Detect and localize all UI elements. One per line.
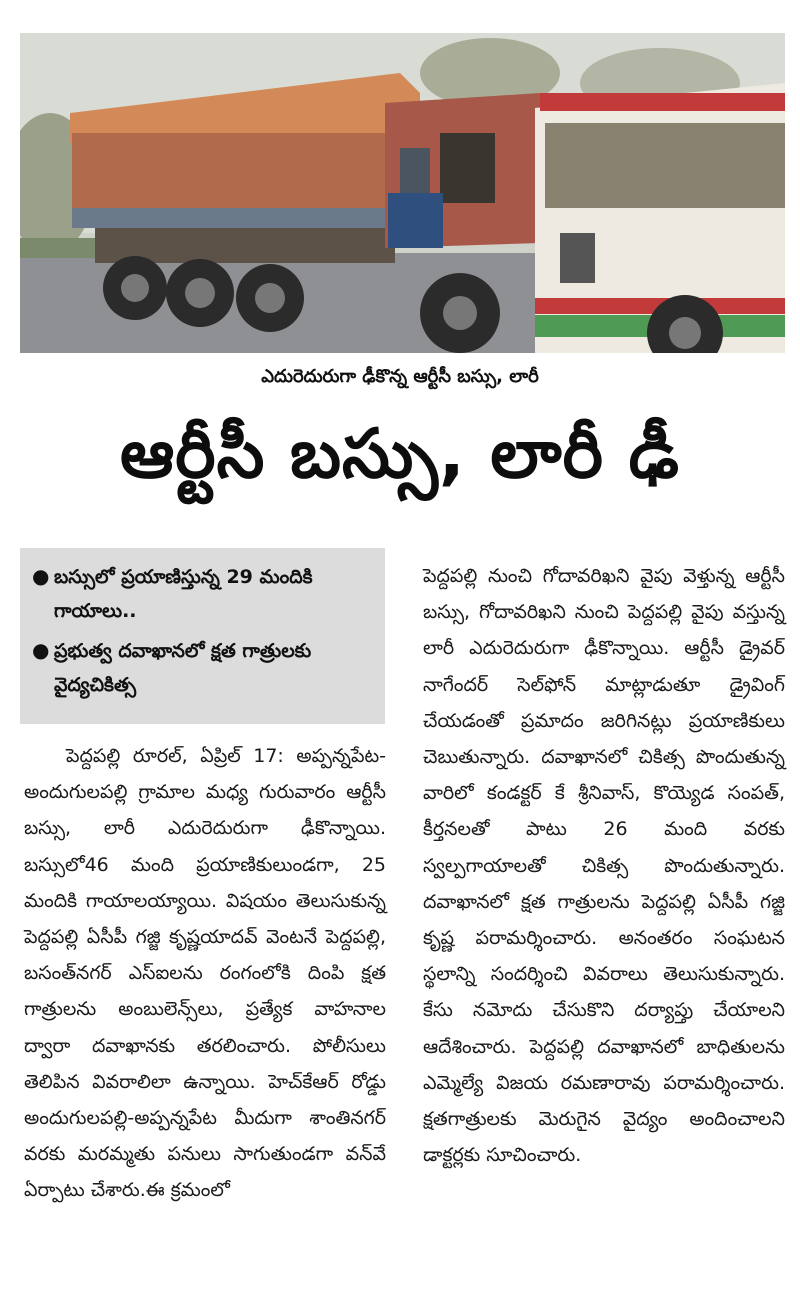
highlight-text: ప్రభుత్వ దవాఖానలో క్షత గాత్రులకు వైద్యచికిత్స xyxy=(54,640,312,696)
headline: ఆర్టీసీ బస్సు, లారీ ఢీ xyxy=(120,415,680,494)
photo-caption: ఎదురెదురుగా ఢీకొన్న ఆర్టీసీ బస్సు, లారీ xyxy=(261,366,539,387)
highlight-text: బస్సులో ప్రయాణిస్తున్న 29 మందికి గాయాలు.. xyxy=(54,566,313,622)
article-body-right: పెద్దపల్లి నుంచి గోదావరిఖని వైపు వెళ్తున్న ఆర్టీసీ బస్సు, గోదావరిఖని నుంచి పెద్దపల్లి వైపు వస్తున్న లారీ ఎదురెదురుగా ఢీకొన్నాయి. ఆర్టీసీ డ్రైవర్ నాగేందర్ సెల్‌ఫోన్ మాట్లాడుతూ డ్రైవింగ్ చేయడంతో ప్రమాదం జరిగినట్లు ప్రయాణికులు చెబుతున్నారు. దవాఖానలో చికిత్స పొందుతున్న వారిలో కండక్టర్ కే శ్రీనివాస్, కొయ్యెడ సంపత్, కీర్తనలతో పాటు 26 మంది వరకు స్వల్పగాయాలతో చికిత్స పొందుతున్నారు. దవాఖానలో క్షత గాత్రులను పెద్దపల్లి ఏసీపీ గజ్జి కృష్ణ పరామర్శించారు. అనంతరం సంఘటన స్థలాన్ని సందర్శించి వివరాలు తెలుసుకున్నారు. కేసు నమోదు చేసుకొని దర్యాప్తు చేయాలని ఆదేశించారు. పెద్దపల్లి దవాఖానలో బాధితులను ఎమ్మెల్యే విజయ రమణారావు పరామర్శించారు. క్షతగాత్రులకు మెరుగైన వైద్యం అందించాలని డాక్టర్లకు సూచించారు. xyxy=(423,565,785,1167)
highlights-box xyxy=(20,548,385,724)
article-body-left: పెద్దపల్లి రూరల్, ఏప్రిల్ 17: అప్పన్నపేట-అందుగులపల్లి గ్రామాల మధ్య గురువారం ఆర్టీసీ బస్సు, లారీ ఎదురెదురుగా ఢీకొన్నాయి. బస్సులో46 మంది ప్రయాణికులుండగా, 25 మందికి గాయాలయ్యాయి. విషయం తెలుసుకున్న పెద్దపల్లి ఏసీపీ గజ్జి కృష్ణయాదవ్ వెంటనే పెద్దపల్లి, బసంత్‌నగర్ ఎస్‌ఐలను రంగంలోకి దింపి క్షత గాత్రులను అంబులెన్స్‌లు, ప్రత్యేక వాహనాల ద్వారా దవాఖానకు తరలించారు. పోలీసులు తెలిపిన వివరాలిలా ఉన్నాయి. హెచ్‌కేఆర్ రోడ్డు అందుగులపల్లి-అప్పన్నపేట మీదుగా శాంతినగర్ వరకు మరమ్మతు పనులు సాగుతుండగా వన్‌వే ఏర్పాటు చేశారు.ఈ క్రమంలో xyxy=(24,745,386,1202)
accident-photo xyxy=(20,33,785,353)
highlight-item xyxy=(32,634,375,702)
accident-photo-icon xyxy=(20,33,785,353)
bullet-icon: ● xyxy=(32,638,50,662)
highlight-item xyxy=(32,560,375,628)
bullet-icon: ● xyxy=(32,564,50,588)
